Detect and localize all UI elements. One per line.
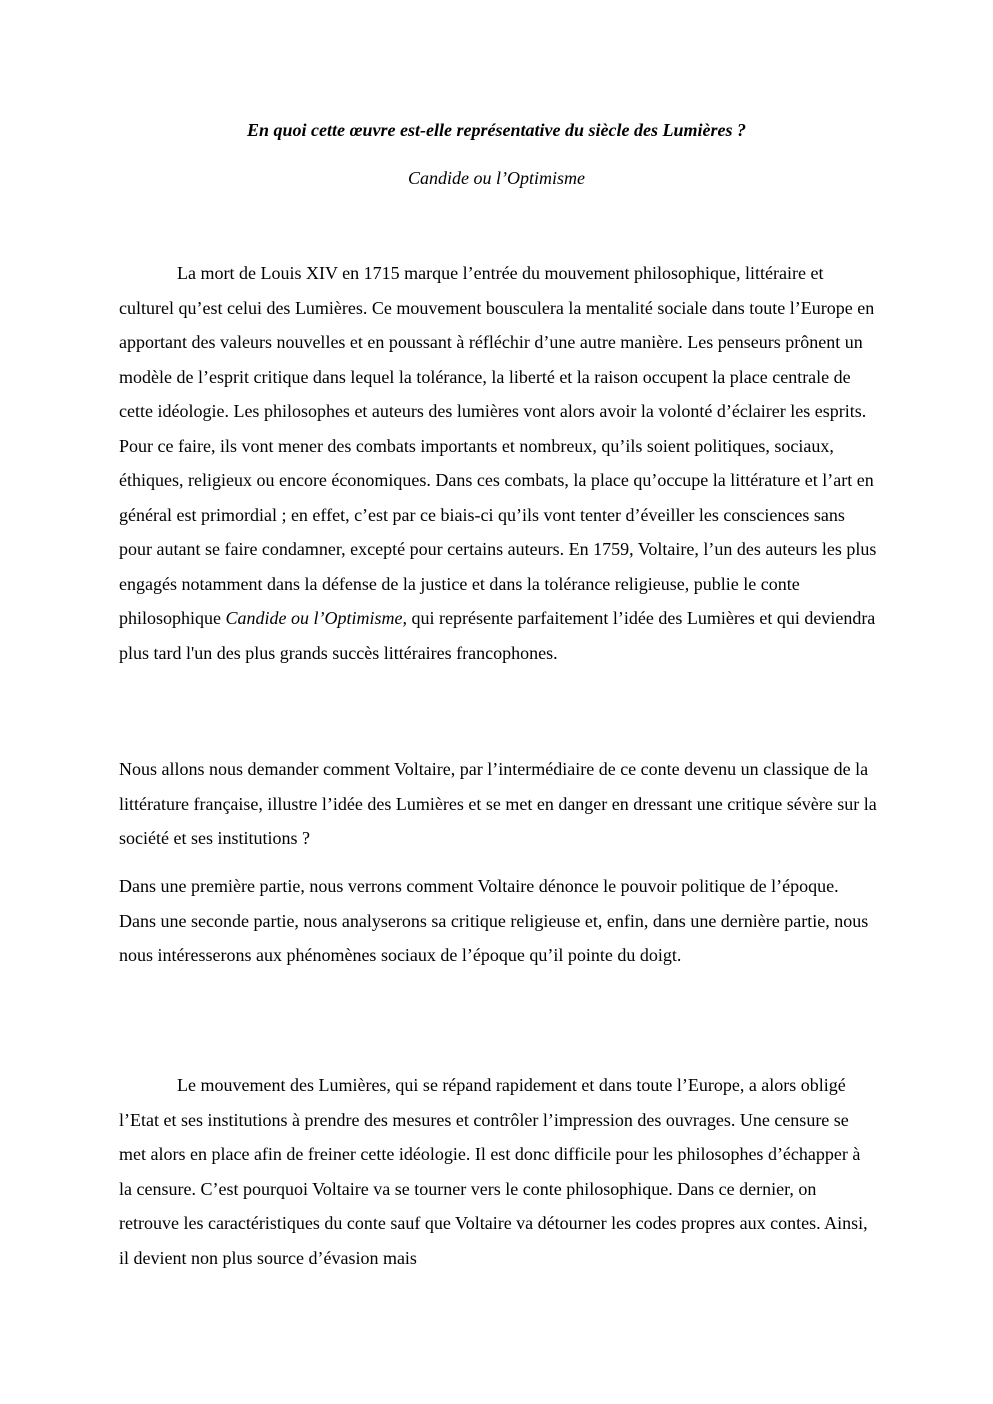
paragraph-problematic xyxy=(119,752,877,856)
paragraph-text: Dans une première partie, nous verrons comment Voltaire dénonce le pouvoir politique de l’époque. Dans une seconde partie, nous analyserons sa critique religieuse et, enfin, dans une dernière partie, nous nous intéresserons aux phénomènes sociaux de l’époque qu’il pointe du doigt. xyxy=(119,876,869,965)
work-title-italic: Candide ou l’Optimisme, xyxy=(225,608,407,628)
paragraph-text: Le mouvement des Lumières, qui se répand rapidement et dans toute l’Europe, a alors obligé l’Etat et ses institutions à prendre des mesures et contrôler l’impression des ouvrages. Une censure se met alors en place afin de freiner cette idéologie. Il est donc difficile pour les philosophes d’échapper à la censure. C’est pourquoi Voltaire va se tourner vers le conte philosophique. Dans ce dernier, on retrouve les caractéristiques du conte sauf que Voltaire va détourner les codes propres aux contes. Ainsi, il devient non plus source d’évasion mais xyxy=(119,1075,868,1268)
paragraph-text: La mort de Louis XIV en 1715 marque l’entrée du mouvement philosophique, littéraire et culturel qu’est celui des Lumières. Ce mouvement bousculera la mentalité sociale dans toute l’Europe en apportant des valeurs nouvelles et en poussant à réfléchir d’une autre manière. Les penseurs prônent un modèle de l’esprit critique dans lequel la tolérance, la liberté et la raison occupent la place centrale de cette idéologie. Les philosophes et auteurs des lumières vont alors avoir la volonté d’éclairer les esprits. Pour ce faire, ils vont mener des combats importants et nombreux, qu’ils soient politiques, sociaux, éthiques, religieux ou encore économiques. Dans ces combats, la place qu’occupe la littérature et l’art en général est primordial ; en effet, c’est par ce biais-ci qu’ils vont tenter d’éveiller les consciences sans pour autant se faire condamner, excepté pour certains auteurs. En 1759, Voltaire, l’un des auteurs les plus engagés notamment dans la défense de la justice et dans la tolérance religieuse, publie le conte philosophique xyxy=(119,263,877,628)
paragraph-text: Nous allons nous demander comment Voltaire, par l’intermédiaire de ce conte devenu un classique de la littérature française, illustre l’idée des Lumières et se met en danger en dressant une critique sévère sur la société et ses institutions ? xyxy=(119,759,877,848)
paragraph-plan xyxy=(119,869,877,973)
paragraph-text: qui représente parfaitement l’idée des Lumières et qui deviendra plus tard l'un des plus grands succès littéraires francophones. xyxy=(119,608,876,663)
paragraph-part-one xyxy=(119,1068,877,1275)
document-title: En quoi cette œuvre est-elle représentative du siècle des Lumières ? xyxy=(247,120,746,140)
document-subtitle: Candide ou l’Optimisme xyxy=(408,168,585,188)
paragraph-introduction xyxy=(119,256,877,670)
